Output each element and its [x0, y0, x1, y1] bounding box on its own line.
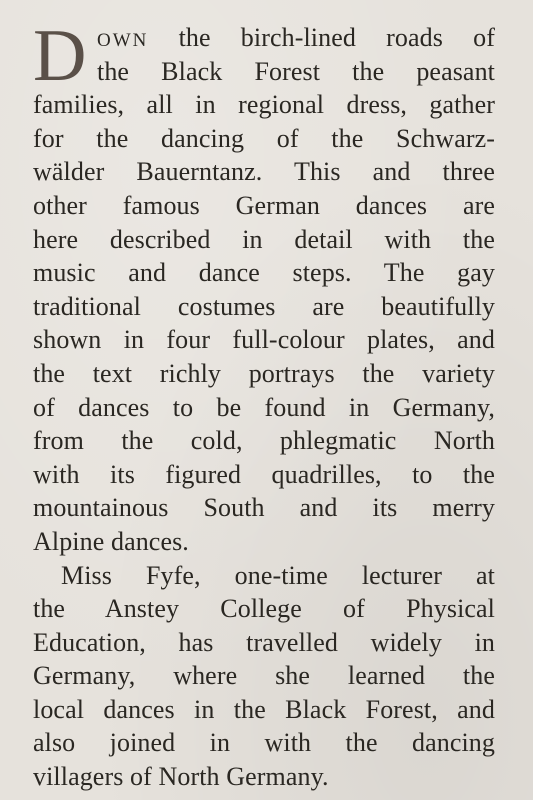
paragraph-1-line: traditional costumes are beautifully [33, 291, 495, 321]
paragraph-1-line: shown in four full-colour plates, and [33, 325, 495, 355]
paragraph-1-line: other famous German dances are [33, 190, 495, 220]
paragraph-2-line: Education, has travelled widely in [33, 627, 495, 657]
paragraph-1-line: music and dance steps. The gay [33, 258, 495, 288]
line-text: the birch-lined roads of [178, 23, 495, 52]
paragraph-1-line [33, 21, 495, 55]
paragraph-1-line: here described in detail with the [33, 224, 495, 254]
paragraph-1-line: for the dancing of the Schwarz- [33, 123, 495, 153]
paragraph-1-line: mountainous South and its merry [33, 493, 495, 523]
paragraph-1-line: wälder Bauerntanz. This and three [33, 157, 495, 187]
paragraph-2-line: the Anstey College of Physical [33, 594, 495, 624]
paragraph-2-line: also joined in with the dancing [33, 728, 495, 758]
paragraph-2-line: villagers of North Germany. [33, 762, 329, 792]
paragraph-1-line: the text richly portrays the variety [33, 358, 495, 388]
blurb-text [33, 15, 495, 794]
paragraph-1-line: from the cold, phlegmatic North [33, 426, 495, 456]
paragraph-2-line: Miss Fyfe, one-time lecturer at [61, 560, 495, 590]
paragraph-2-line: local dances in the Black Forest, and [33, 694, 495, 724]
paragraph-1-line: the Black Forest the peasant [97, 56, 495, 86]
paragraph-1-line: families, all in regional dress, gather [33, 90, 495, 120]
drop-cap-letter: D [33, 15, 87, 97]
paragraph-1-line: Alpine dances. [33, 526, 189, 556]
paragraph-1-line: with its figured quadrilles, to the [33, 459, 495, 489]
paragraph-1-line: of dances to be found in Germany, [33, 392, 495, 422]
paragraph-2-line: Germany, where she learned the [33, 661, 495, 691]
first-word-smallcaps: OWN [97, 30, 149, 51]
